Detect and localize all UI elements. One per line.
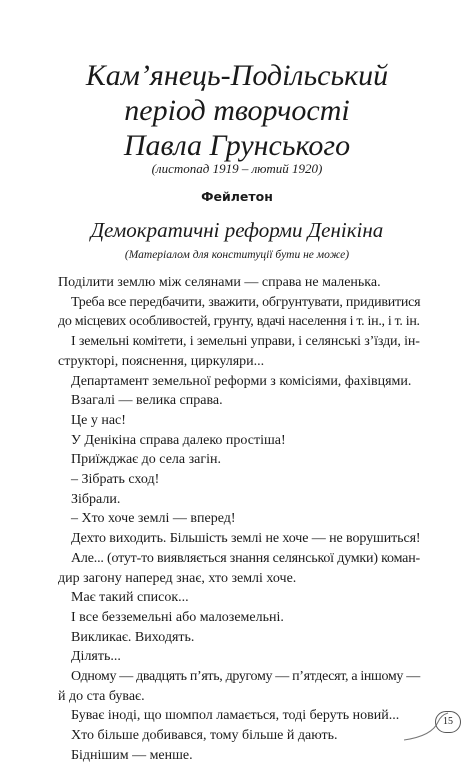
feuilleton-heading: Демократичні реформи Денікіна: [90, 218, 384, 242]
text-line: Хто більше добивався, тому більше й дають.: [71, 728, 338, 744]
text-line: Одному — двадцять п’ять, другому — п’ятдесят, а іншому —: [71, 669, 420, 685]
text-line: структорі, пояснення, циркуляри...: [58, 353, 265, 369]
text-line: Дехто виходить. Більшість землі не хоче — не ворушиться!: [71, 531, 421, 547]
page-number: 15: [435, 711, 461, 733]
text-line: Зібрали.: [71, 491, 121, 507]
genre-label: Фейлетон: [201, 189, 273, 204]
date-range: (листопад 1919 – лютий 1920): [151, 161, 323, 176]
text-line: Біднішим — менше.: [71, 747, 193, 763]
text-line: дир загону наперед знає, хто землі хоче.: [58, 570, 297, 586]
text-line: – Зібрать сход!: [71, 472, 160, 488]
text-line: Треба все передбачити, зважити, обгрунтувати, придивитися: [71, 294, 421, 310]
text-line: Приїжджає до села загін.: [71, 452, 221, 468]
chapter-title: [0, 58, 474, 163]
text-line: Але... (отут-то виявляється знання селянської думки) коман-: [71, 550, 420, 566]
text-line: Поділити землю між селянами — справа не маленька.: [58, 275, 381, 290]
text-line: – Хто хоче землі — вперед!: [71, 511, 236, 527]
text-line: до місцевих особливостей, грунту, вдачі населення і т. ін., і т. ін.: [58, 314, 420, 330]
text-line: Департамент земельної реформи з комісіями, фахівцями.: [71, 373, 412, 389]
body-text: [58, 273, 420, 766]
text-line: Має такий список...: [71, 590, 189, 606]
text-line: Ділять...: [71, 649, 121, 665]
text-line: І все безземельні або малоземельні.: [71, 609, 284, 625]
chapter-title-line: період творчості: [124, 94, 350, 127]
text-line: Викликає. Виходять.: [71, 629, 195, 645]
chapter-title-line: Павла Грунського: [123, 129, 351, 162]
text-line: Буває іноді, що шомпол ламається, тоді беруть новий...: [71, 708, 400, 724]
text-line: Взагалі — велика справа.: [71, 393, 223, 409]
text-line: й до ста буває.: [58, 688, 145, 704]
text-line: І земельні комітети, і земельні управи, і селянські з’їзди, ін-: [71, 334, 420, 350]
text-line: Це у нас!: [71, 412, 126, 428]
text-line: У Денікіна справа далеко простіша!: [71, 432, 286, 448]
chapter-title-line: Кам’янець-Подільський: [85, 59, 389, 92]
epigraph: (Матеріалом для конституції бути не може): [124, 249, 350, 261]
